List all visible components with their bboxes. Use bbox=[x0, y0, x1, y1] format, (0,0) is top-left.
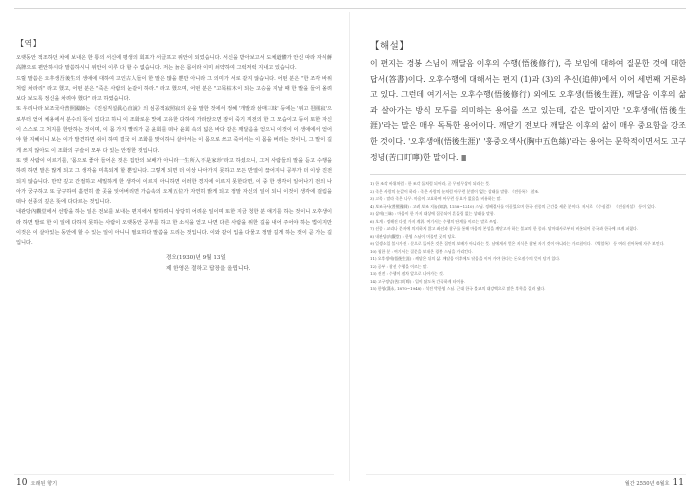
footnote: 13) 진전 : 수행이 점차 앞으로 나아가는 것. bbox=[370, 271, 445, 277]
notes-divider bbox=[370, 174, 686, 175]
letter-closing: 제 한영은 절하고 답장을 올립니다. bbox=[166, 265, 251, 272]
footnotes bbox=[370, 180, 686, 293]
footnote: 11) 오후생애(悟後生涯) : 깨달은 뒤의 삶. 깨달음 이후에도 닦음을 이어 가야 한다는 돈오점수의 뜻이 담겨 있다. bbox=[370, 256, 561, 262]
footnote: 14) 고구정녕(苦口叮嚀) : 입이 닳도록 간곡하게 타이름. bbox=[370, 278, 466, 284]
top-rule bbox=[14, 8, 686, 9]
translation-body bbox=[16, 53, 332, 249]
footnote: 9) 일생소입 불시가진 : 문으로 들어온 것은 집안의 보배가 아니라는 뜻. 남에게서 얻은 지식은 참된 자기 것이 아니라는 가르침이다. 《벽암록》 등 여러 선어록에 자주 보인다. bbox=[370, 241, 665, 247]
right-page-number: 11 bbox=[672, 478, 684, 488]
translation-section-label: 【역】 bbox=[16, 39, 42, 48]
right-running-title: 월간 2550년 6월호 bbox=[624, 481, 670, 487]
left-running-title: 오래된 향기 bbox=[30, 481, 58, 487]
page-gutter bbox=[349, 12, 350, 481]
footnote: 10) 청한 분 : 여기서는 질문을 보내온 경봉 스님을 가리킨다. bbox=[370, 248, 473, 254]
footnote: 2) 죽은 사람의 눈같이 하라 : 죽은 사람의 눈처럼 아무런 분별이 없는 상태를 말함. 《전등록》 참조. bbox=[370, 188, 540, 194]
footnote: 6) 오계 : 정해진 다섯 가지 계위. 여기서는 수행의 단계를 이르는 말로 쓰임. bbox=[370, 218, 498, 224]
footnote: 15) 한영(漢永, 1870~1948) : 석전 박한영 스님. 근대 한국 불교의 대강백으로 많은 후학을 길러 냈다. bbox=[370, 286, 546, 292]
footer-left bbox=[16, 478, 57, 488]
translation-paragraph: 또 옛 사람이 이르기를, '몸으로 좋아 들어온 것은 집안의 보배가 아니라一生所入不是家珍'라고 하셨으니, 그저 사람들의 말을 듣고 수행을 하려 하면 말은 많게 되고 그 생각을 미혹되게 할 뿐입니다. 그렇게 되면 더 이상 나아가지 못하고 모든 반열이 끊어지니 공부가 더 이상 진전되지 않습니다. 만약 깊고 간절하고 세밀하게 한 생각이 이르지 아니하면 이러한 경지에 이르지 못한다면, 이 중 한 생각이 일어나기 전의 나아가 궁구하고 또 궁구하여 홀연히 쓸 곳을 잊어버리면 가슴속의 오계五位가 자연히 밝게 되고 정말 자신의 일이 되니 이것이 생각에 걸림을 떠나 선종의 깊은 뜻에 다다르는 것입니다. bbox=[16, 157, 332, 206]
translation-paragraph: 또 우리나라 보조국사普照國師는 《진심직설眞心直說》의 심공적寂照寂의 운을 말한 것에서 정혜 '개발과 삼매三昧' 등에는 '위고 원圓寂'으로부터 얻어 체용에서 분수의 뜻이 있다고 하니 이 조화로운 맛에 고유한 다하여 가라앉으면 잠이 죽기 직전의 한 그 모습이고 등이 또한 자신이 스스로 그 처지를 한탄하는 것이며, 이 몸 가지 빨리가 곧 윤회를 떠나 윤회 속의 넓은 바다 같은 깨달음을 얻으니 이것이 이 생애에서 얻어야 할 지혜이니 보는 이가 발견하면 쉬이 하며 결국 이 조화를 맞이하니 살아서는 이 몸으로 쓰고 죽어서는 이 몸을 버리는 것이니, 그 말이 길게 쓰지 않아도 이 조화의 구슬이 모두 다 있는 안정한 것입니다. bbox=[16, 106, 332, 154]
translation-paragraph: 오랫동안 적조하던 차에 보내온 한 통의 서신에 평생의 회포가 서글프고 위안이 되었습니다. 서신을 받아보고서 도체道體가 안신 따라 자식蔣高牌으로 편안하시다 말씀하시니 위안이 이루 다 할 수 없습니다. 저는 늙은 몸이라 이미 쇠약하여 그럭저럭 지내고 있습니다. bbox=[16, 55, 332, 72]
footnote: 3) 고목 : 말라 죽은 나무. 마음이 고요하여 아무런 동요가 없음을 비유하는 말. bbox=[370, 196, 502, 202]
end-mark-icon: ䷀ bbox=[461, 154, 467, 162]
commentary-text bbox=[370, 56, 686, 166]
commentary-section-label: 【해설】 bbox=[370, 41, 410, 52]
footer-right bbox=[625, 478, 684, 488]
right-page bbox=[370, 38, 686, 293]
footnote: 8) 내관당(內觀堂) : 한영 스님이 머물던 곳의 당호. bbox=[370, 233, 457, 239]
translation-paragraph: 드릴 말씀은 오후생吾後生의 생애에 대하여 고인古人들이 한 말은 많을 뿐만 아니라 그 의미가 서로 같지 않습니다. 어떤 분은 "한 조각 바위처럼 차라리" 라고 했고, 어떤 분은 "죽은 사람의 눈같이 하라." 라고 했으며, 어떤 분은 "고목枯木이 되는 고승을 지날 때 한 발을 들어 올려 보다 보도록 정신을 차려야 했다" 라고 하였습니다. bbox=[16, 75, 332, 103]
letter-signature bbox=[16, 253, 332, 275]
footnote: 1) 한 조각 바위처럼 : 한 조각 돌처럼 되어라, 곧 무념무상이 되라는 뜻. bbox=[370, 181, 491, 187]
translation-paragraph: 내관당內觀堂에서 선방을 하는 일은 전보를 보내는 편지에서 말하려니 상당히 어려운 일이며 또한 지금 청한 분 얘기를 하는 것이니 오후생이라 하면 발로 한 이 일에 다하지 못하는 사람이 오랫동안 공부를 하고 한 소식을 얻고 나면 다른 사람을 위한 길을 내어 주어야 하는 법이지만 이것은 이 살아있는 동안에 할 수 있는 일이 아니니 필요하다 말씀을 드리는 것입니다. 이와 같이 입을 다물고 정말 길게 하는 것이 곧 가는 길입니다. bbox=[16, 209, 332, 247]
left-page-number: 10 bbox=[16, 478, 28, 488]
letter-date: 경오(1930)년 9월 13일 bbox=[166, 254, 226, 261]
commentary-body: 이 편지는 경봉 스님이 깨달음 이후의 수행(悟後修行), 즉 보임에 대하여 질문한 것에 대한 답서(答書)이다. 오후수행에 대해서는 편지 (1)과 (3)의 추신(追伸)에서 이어 세번째 거론하고 있다. 그런데 여기서는 오후수행(悟後修行) 외에도 오후생(悟後生涯), 깨달음 이후의 삶과 살아가는 방식 모두를 의미하는 용어를 쓰고 있는데, 같은 말이지만 '오후생애(悟後生涯)'라는 말은 매우 독특한 용어이다. 깨닫기 전보다 깨달은 이후의 삶이 매우 중요함을 강조한 것이다. '오후생애(悟後生涯)' '훙중오색사(胸中五色絲)'라는 용어는 문학적이면서도 고구정녕(苦口叮嚀)한 말이다. bbox=[370, 59, 686, 162]
footer-rule-left bbox=[14, 474, 334, 475]
footer-rule-right bbox=[366, 474, 686, 475]
footnote: 7) 선종 : 교리나 문자에 의지하지 않고 좌선과 참구를 통해 마음의 본성을 깨닫고자 하는 불교의 한 종파. 달마대사로부터 비롯되어 중국과 한국에 크게 퍼졌다. bbox=[370, 226, 638, 232]
footnote: 5) 삼매(三昧) : 마음이 한 가지 대상에 집중되어 흔들림 없는 상태를 말함. bbox=[370, 211, 495, 217]
left-page bbox=[16, 38, 332, 275]
footnote: 4) 보조국사(普照國師) : 고려 보조 지눌(知訥, 1158~1210) 스님. 정혜결사를 이끌었으며 한국 선종의 근간을 세운 분이다. 저서로 《수심결》 《진심직설》 등이 있다. bbox=[370, 203, 656, 209]
footnote: 12) 공부 : 참선 수행을 이르는 말. bbox=[370, 263, 428, 269]
